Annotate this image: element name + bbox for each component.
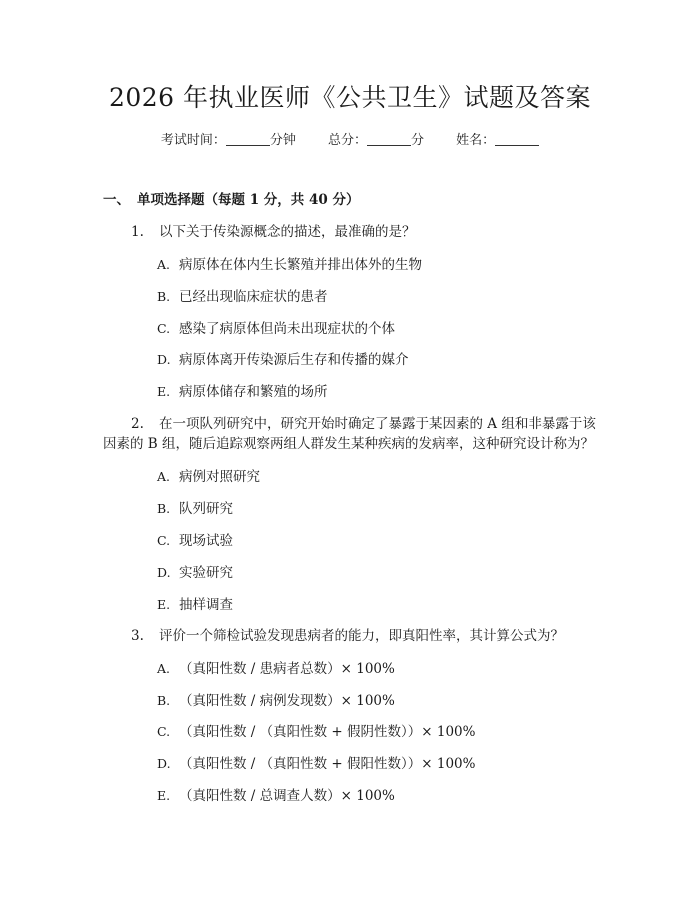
option-text: （真阳性数 / 患病者总数）× 100%	[179, 661, 395, 677]
option-letter: B.	[157, 289, 171, 304]
option-text: 现场试验	[179, 533, 233, 549]
exam-meta	[0, 131, 700, 151]
question-2	[103, 414, 605, 454]
option-1d	[157, 350, 409, 370]
option-3d	[157, 754, 475, 774]
option-letter: C.	[157, 533, 171, 548]
question-text: 评价一个筛检试验发现患病者的能力，即真阳性率，其计算公式为？	[159, 628, 564, 644]
option-letter: D.	[157, 565, 171, 580]
option-2c	[157, 531, 233, 551]
option-2b	[157, 499, 233, 519]
time-unit: 分钟	[269, 133, 296, 148]
option-text: 病原体在体内生长繁殖并排出体外的生物	[179, 257, 422, 273]
option-text: 抽样调查	[179, 597, 233, 613]
option-3e	[157, 786, 395, 806]
option-letter: E.	[157, 597, 171, 612]
section-number: 一、	[103, 192, 130, 208]
option-3b	[157, 691, 395, 711]
score-label: 总分：	[327, 133, 367, 148]
option-text: 实验研究	[179, 565, 233, 581]
option-letter: D.	[157, 352, 171, 367]
option-1b	[157, 287, 328, 307]
option-letter: A.	[157, 469, 171, 484]
exam-name	[456, 131, 539, 151]
option-2d	[157, 563, 233, 583]
option-text: 病原体离开传染源后生存和传播的媒介	[179, 352, 409, 368]
option-text: 病原体储存和繁殖的场所	[179, 384, 328, 400]
time-blank	[226, 131, 270, 146]
option-letter: B.	[157, 501, 171, 516]
name-label: 姓名：	[456, 133, 496, 148]
exam-score	[328, 131, 424, 151]
option-text: （真阳性数 / 病例发现数）× 100%	[179, 693, 395, 709]
question-3	[131, 626, 564, 646]
exam-time	[161, 131, 296, 151]
question-number: 3.	[131, 628, 144, 644]
option-letter: A.	[157, 661, 171, 676]
option-letter: D.	[157, 756, 171, 771]
option-1a	[157, 255, 422, 275]
option-2a	[157, 467, 260, 487]
option-letter: E.	[157, 384, 171, 399]
time-label: 考试时间：	[160, 133, 226, 148]
question-number: 1.	[131, 224, 144, 240]
option-letter: C.	[157, 321, 171, 336]
section-title: 单项选择题（每题 1 分，共 40 分）	[137, 192, 360, 208]
option-letter: A.	[157, 257, 171, 272]
option-3a	[157, 659, 395, 679]
option-1c	[157, 319, 395, 339]
question-text: 以下关于传染源概念的描述，最准确的是？	[159, 224, 416, 240]
page-title: 2026 年执业医师《公共卫生》试题及答案	[108, 83, 592, 112]
option-text: 已经出现临床症状的患者	[179, 289, 328, 305]
option-2e	[157, 595, 233, 615]
section-heading	[103, 190, 359, 210]
option-letter: C.	[157, 724, 171, 739]
option-3c	[157, 722, 475, 742]
option-text: （真阳性数 / （真阳性数 + 假阴性数））× 100%	[179, 724, 476, 740]
option-text: 感染了病原体但尚未出现症状的个体	[179, 321, 395, 337]
option-text: 病例对照研究	[179, 469, 260, 485]
name-blank	[495, 131, 539, 146]
option-text: 队列研究	[179, 501, 233, 517]
option-text: （真阳性数 / 总调查人数）× 100%	[179, 788, 395, 804]
option-letter: E.	[157, 788, 171, 803]
option-1e	[157, 382, 328, 402]
option-letter: B.	[157, 693, 171, 708]
score-blank	[367, 131, 411, 146]
question-text: 在一项队列研究中，研究开始时确定了暴露于某因素的 A 组和非暴露于该因素的 B 组，随后追踪观察两组人群发生某种疾病的发病率，这种研究设计称为？	[103, 416, 596, 452]
question-number: 2.	[131, 416, 144, 432]
question-1	[131, 222, 416, 242]
option-text: （真阳性数 / （真阳性数 + 假阳性数））× 100%	[179, 756, 476, 772]
score-unit: 分	[411, 133, 425, 148]
